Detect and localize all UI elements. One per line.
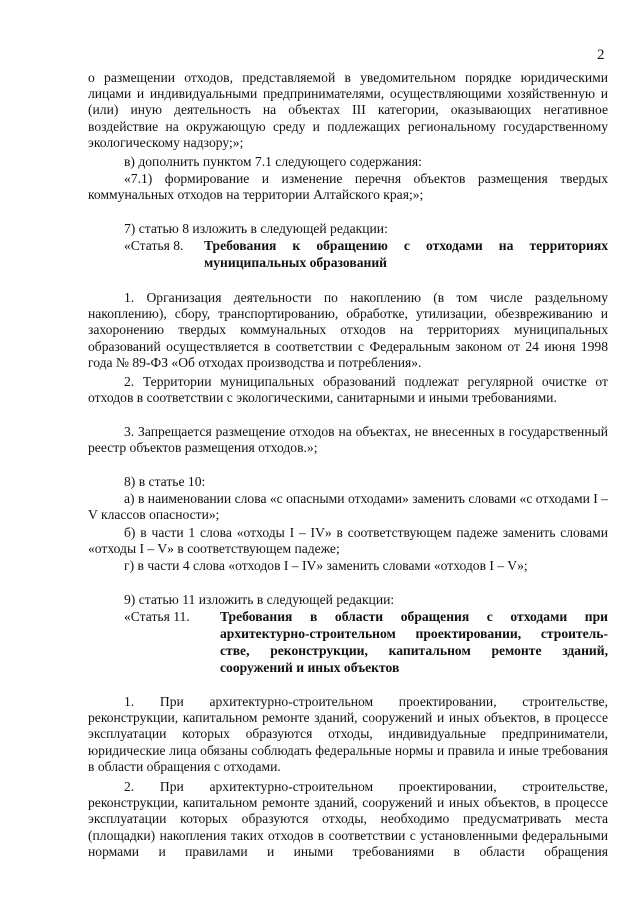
article-11-part-1: 1. При архитектурно-строительном проектировании, строительстве, реконструкции, капитальном ремонте зданий, сооружений и иных объектов, в процессе эксплуатации которых образуются отходы, индивидуальные предприниматели, юридические лица обязаны соблюдать федеральные нормы и правила и иные требования в области обращения с отходами. [88,694,608,774]
article-11-title-line-1: Требования в области обращения с отходами при [220,609,608,624]
article-11-title-line-3: стве, реконструкции, капитальном ремонте зданий, [220,643,608,658]
paragraph-item-8-a: а) в наименовании слова «с опасными отходами» заменить словами «с отходами I – V классов опасности»; [88,491,608,523]
article-8-label: «Статья 8. [124,238,184,253]
article-11-label: «Статья 11. [124,609,190,624]
paragraph-item-8-b: б) в части 1 слова «отходы I – IV» в соответствующем падеже заменить словами «отходы I – V» в соответствующем падеже; [88,525,608,557]
paragraph-item-9: 9) статью 11 изложить в следующей редакции: [124,592,395,607]
paragraph-item-8-g: г) в части 4 слова «отходов I – IV» заменить словами «отходов I – V»; [124,558,528,573]
paragraph-item-7: 7) статью 8 изложить в следующей редакции: [124,221,388,236]
article-11-title-line-4: сооружений и иных объектов [220,660,400,675]
paragraph-report-continuation: о размещении отходов, представляемой в уведомительном порядке юридическими лицами и индивидуальными предпринимателями, осуществляющими хозяйственную и (или) иную деятельность на объектах III категории, оказывающих негативное воздействие на окружающую среду и подлежащих региональному государственному экологическому надзору;»; [88,70,608,150]
page-number: 2 [597,47,605,63]
article-11-part-2: 2. При архитектурно-строительном проектировании, строительстве, реконструкции, капитальном ремонте зданий, сооружений и иных объектов, в процессе эксплуатации которых образуются отходы, необходимо предусматривать места (площадки) накопления таких отходов в соответствии с установленными федеральными нормами и правилами и иными требованиями в области обращения [88,779,608,859]
article-8-title-line-1: Требования к обращению с отходами на территориях [204,238,608,253]
article-11-title-line-2: архитектурно-строительном проектировании, строитель- [220,626,608,641]
paragraph-item-8: 8) в статье 10: [124,474,206,489]
paragraph-point-7-1: «7.1) формирование и изменение перечня объектов размещения твердых коммунальных отходов на территории Алтайского края;»; [88,171,608,203]
article-8-part-2: 2. Территории муниципальных образований подлежат регулярной очистке от отходов в соответствии с экологическими, санитарными и иными требованиями. [88,374,608,406]
paragraph-item-v: в) дополнить пунктом 7.1 следующего содержания: [124,154,422,169]
article-8-title-line-2: муниципальных образований [204,255,388,270]
article-8-part-3: 3. Запрещается размещение отходов на объектах, не внесенных в государственный реестр объектов размещения отходов.»; [88,424,608,456]
article-8-part-1: 1. Организация деятельности по накоплению (в том числе раздельному накоплению), сбору, транспортированию, обработке, утилизации, обезвреживанию и захоронению твердых коммунальных отходов на территориях муниципальных образований осуществляется в соответствии с Федеральным законом от 24 июня 1998 года № 89-ФЗ «Об отходах производства и потребления». [88,290,608,370]
